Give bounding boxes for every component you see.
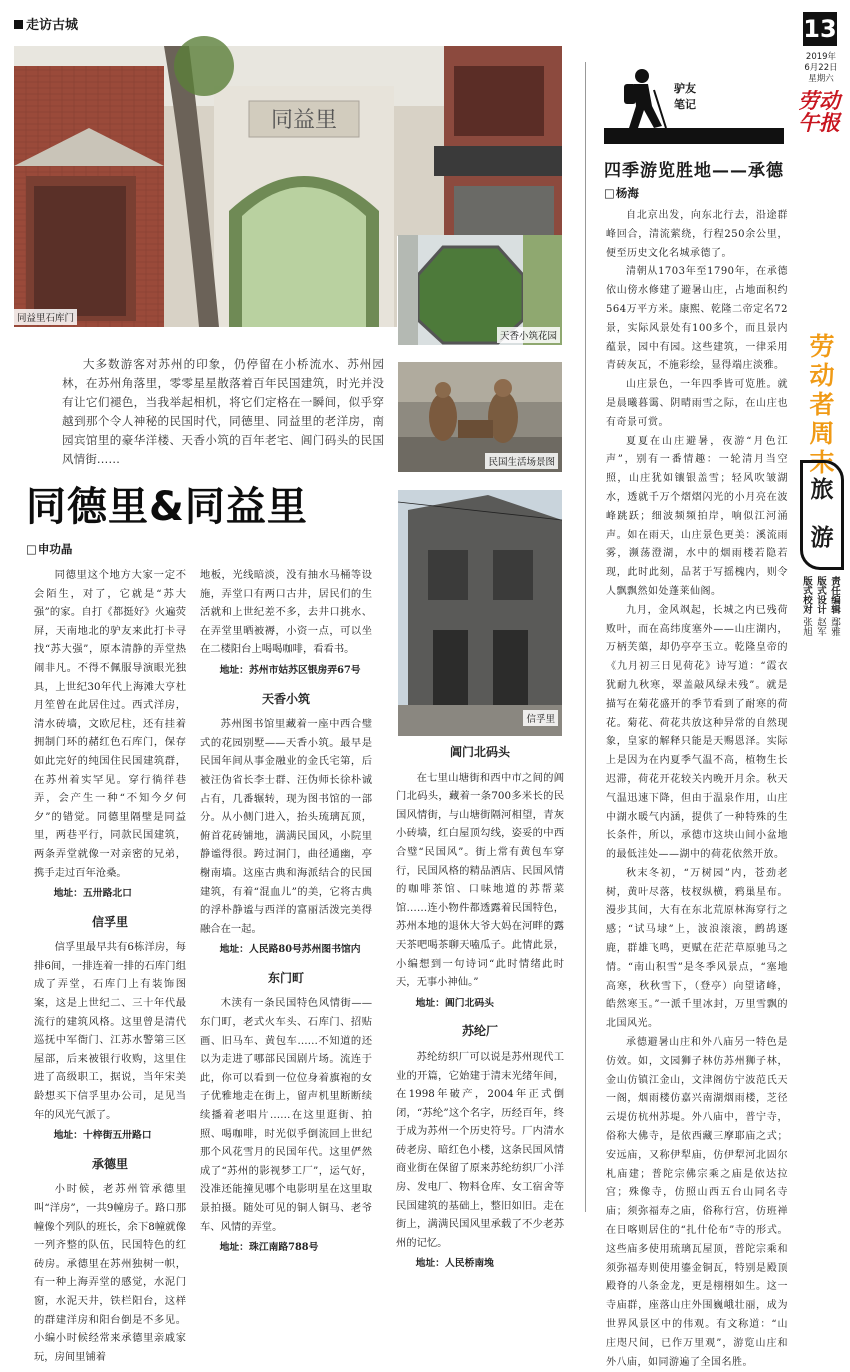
xinfu-caption: 信孚里 <box>523 710 558 726</box>
intro-paragraph: 大多数游客对苏州的印象，仍停留在小桥流水、苏州园林，在苏州角落里，零零星星散落着百年民国建筑，时光并没有让它们褪色，当我举起相机，将它们定格在一瞬间，似乎穿越到那个令人神秘的民国时代，同德里、同益里的老洋房，南园宾馆里的豪华洋楼、天香小筑的百年老宅、阊门码头的民国风情街…… <box>62 357 384 466</box>
editor-role: 版式校对 <box>801 576 812 614</box>
supplement-title: 劳动者周末 <box>809 332 835 477</box>
travel-note-body <box>606 207 788 1372</box>
paragraph: 在七里山塘街和西中市之间的阊门北码头，藏着一条700多米长的民国风情街，与山塘街隔河相望，青灰小砖墙，红白屋顶勾线，姿妥的中西合璧“民国风”。街上常有黄包车穿行，民国风格的精品酒店、民国风情的咖啡茶馆、口味地道的苏帮菜馆……连小物件都透露着民国特色，苏州本地的退休大爷大妈在河畔的露天茶吧喝茶聊天嗑瓜子。此情此景，小编想到一句诗词“此时情绪此时天，无事小神仙。” <box>396 771 564 989</box>
address: 地址：十梓街五卅路口 <box>53 1130 152 1142</box>
life-scene-photo <box>398 362 562 472</box>
editor-role: 责任编辑 <box>829 576 840 614</box>
subheading-changmen: 阊门北码头 <box>449 745 510 759</box>
hero-caption: 同益里石库门 <box>14 309 77 325</box>
paragraph: 苏纶纺织厂可以说是苏州现代工业的开篇，它始建于清末光绪年间，在1998年破产，2004年正式倒闭，“苏纶”这个名字，历经百年，终于成为苏州一个历史符号。厂内清水砖老房、暗红色小楼，这条民国风情商业街在保留了原来苏纶纺织厂小洋房、发电厂、物料仓库、女工宿舍等民国建筑的基础上，整旧如旧。走在街上，满满民国风里承载了不少老苏州的记忆。 <box>396 1050 564 1249</box>
travel-paragraph: 自北京出发，向东北行去，沿途群峰回合，清流萦绕，行程250余公里，便至历史文化名城承德了。 <box>606 210 788 259</box>
newspaper-logo: 劳动午报 <box>798 88 840 135</box>
address: 地址：人民桥南堍 <box>415 1258 494 1270</box>
subheading-chengde: 承德里 <box>91 1156 128 1171</box>
editor-name: 鄢雅 <box>829 617 840 637</box>
travel-paragraph: 山庄景色，一年四季皆可览胜。就是晨曦暮霭、阴晴雨雪之际，在山庄也有奇景可赏。 <box>606 379 788 428</box>
travel-paragraph: 秋末冬初，“万树园”内，苍劲老树，黄叶尽落，枝杈纵横，鸦巢星布。漫步其间，大有在东北荒原林海穿行之感；“试马埭”上，波浪滚滚，鹧鸪逐鹿，群雄飞鸣，更赋在茫茫草原驰马之情。“南山积雪”是冬季风景点，“塞地高寒，秋秋雪下，（登亭）向望诸峰，皓然寒玉。”一派千里冰封，万里雪飘的北国风光。 <box>606 867 788 1030</box>
garden-photo <box>398 235 562 345</box>
xinfu-photo <box>398 490 562 736</box>
travel-note-title: 四季游览胜地——承德 <box>604 161 784 181</box>
editor-line-2 <box>815 576 826 636</box>
article-column-3 <box>396 743 564 1274</box>
paragraph: 地板，光线暗淡，没有抽水马桶等设施，弄堂口有两口古井，居民们的生活就和上世纪差不多，去井口挑水、在弄堂里晒被褥，小资一点，可以坐在二楼阳台上喝喝咖啡，看看书。 <box>200 569 372 656</box>
column-tag: 旅游 <box>800 460 844 570</box>
article-byline: □ 申功晶 <box>26 541 72 557</box>
subheading-tianxiang: 天香小筑 <box>261 691 310 706</box>
address: 地址：五卅路北口 <box>53 888 132 900</box>
paragraph: 苏州图书馆里藏着一座中西合璧式的花园别墅——天香小筑。最早是民国年间从事金融业的金氏宅第，后被汪伪省长李士群、汪伪师长徐朴诚占有，几番辗转，现为图书馆的一部分。从小侧门进入，抬头琉璃瓦顶，俯首花砖铺地，满满民国风，小院里静谧得很。跨过洞门，曲径通幽，亭榭南墙。这座古典和海派结合的民国建筑，有着“混血儿”的美，它将古典的浮朴静谧与西洋的富丽活泼完美得融合在一起。 <box>200 718 372 935</box>
issue-year: 2019年 <box>805 52 837 62</box>
travel-note-byline: □ 杨海 <box>604 185 639 201</box>
travel-note-badge: 驴友 <box>674 82 696 95</box>
editor-name: 张旭 <box>801 617 812 637</box>
editor-line-1 <box>829 576 840 636</box>
issue-weekday: 星期六 <box>808 74 834 84</box>
travel-paragraph: 清朝从1703年至1790年，在承德依山傍水修建了避暑山庄，占地面积约564万平方米。康熙、乾隆二帝定名72景，实际风景处有100多个，而且景内蕴景，园中有园。这些建筑，一律采用青砖灰瓦，不施彩绘，显得端庄淡雅。 <box>606 266 788 372</box>
paragraph: 信孚里最早共有6栋洋房，每排6间，一排连着一排的石库门组成了弄堂，石库门上有装饰图案，这是上世纪二、三十年代最流行的建筑风格。这里曾是清代巡抚中军衙门、江苏水警第三区屋部，后来被银行收购，这里住进了高级职工，据说，当年宋美龄想买下信孚里办公司，足见当年的风光气派了。 <box>34 941 186 1121</box>
subheading-sulun: 苏纶厂 <box>461 1024 498 1039</box>
xinfu-photo-illustration <box>398 490 562 736</box>
issue-date: 6月22日 <box>804 63 838 73</box>
travel-note-banner <box>604 66 784 146</box>
gate-sign: 同益里 <box>270 108 338 133</box>
paragraph: 小时候，老苏州管承德里叫“洋房”，一共9幢房子。路口那幢像个列队的班长，余下8幢就像一列齐整的队伍，民国特色的红砖房。承德里在苏州独树一帜，有一种上海弄堂的感觉，水泥门窗，水泥天井，铁栏阳台，这样的群建洋房和阳台倒是不多见。小编小时候经常来承德里亲戚家玩，房间里铺着 <box>34 1183 186 1363</box>
section-tag: 走访古城 <box>14 14 78 33</box>
travel-paragraph: 承德避暑山庄和外八庙另一特色是仿效。如，文园狮子林仿苏州狮子林，金山仿镇江金山，文津阁仿宁波范氏天一阁，烟雨楼仿嘉兴南湖烟雨楼，芝径云堤仿杭州苏堤。外八庙中，普宁寺，俗称大佛寺，是依西藏三摩耶庙之式；安远庙，又称伊犁庙，仿伊犁河北固尔札庙建；普陀宗佛宗乘之庙是依达拉宫；殊像寺，仿照山西五台山同名寺庙；须弥福寿之庙，俗称行宫，仿班禅在日喀则居住的“扎什伦布”寺的形式。这些庙多使用琉璃瓦屋顶，普陀宗乘和须弥福寿则使用鎏金铜瓦，特别是殿顶殿脊的八条金龙，更是栩栩如生。这一寺庙群，座落山庄外围巍峨壮丽，成为世界风景区中的伟观。有文称道：“山庄咫尺间，已作万里观”，游览山庄和外八庙，如同游遍了全国名胜。 <box>606 1037 788 1368</box>
page-number: 13 <box>803 12 837 46</box>
travel-note-badge-2: 笔记 <box>674 98 696 111</box>
editor-line-3 <box>801 576 812 636</box>
editor-name: 赵军 <box>815 617 826 637</box>
life-scene-caption: 民国生活场景图 <box>485 453 558 469</box>
article-headline: 同德里&同益里 <box>26 484 308 530</box>
column-divider <box>585 62 586 1212</box>
address: 地址：人民路80号苏州图书馆内 <box>219 944 361 956</box>
travel-paragraph: 夏夏在山庄避暑，夜游“月色江声”，别有一番情趣：一轮清月当空照，山庄犹如镶银盖雪；轻风吹皱湖水，透就千万个熠熠闪光的小月亮在波峰跳跃；细波频频拍岸，响似江河涌声。如在雨天，山庄景色更美：溪流雨雾，濒荡澄湖，水中的烟雨楼若隐若现，此时此刻，品茗于写摇槐内，则令人飘飘然如处蓬莱仙阁。 <box>606 435 788 597</box>
paragraph: 木渎有一条民国特色风情街——东门町，老式火车头、石库门、招贴画、旧马车、黄包车……不知道的还以为走进了哪部民国剧片场。流连于此，你可以看到一位位身着旗袍的女子优雅地走在街上，留声机里断断续续播着老唱片……在这里逛街、拍照、喝咖啡，时光似乎倒流回上世纪那个风花雪月的民国年代。这里俨然成了“苏州的影视梦工厂”，运气好，没准还能撞见哪个电影明星在这里取景拍摄。随处可见的铜人铜马、老爷车、风情的弄堂。 <box>200 997 372 1233</box>
address: 地址：苏州市姑苏区银房弄67号 <box>219 664 361 676</box>
address: 地址：阊门北码头 <box>415 997 494 1009</box>
travel-paragraph: 九月，金风飒起，长城之内已残荷败叶，而在高纬度塞外——山庄湖内，万柄芙蕖，却仍亭亭玉立。乾隆皇帝的《九月初三日见荷花》诗写道：“霞衣犹耐九秋寒，翠盖敲风绿未残”。就是描写在菊花盛开的季节看到了耐寒的荷花。菊花、荷花共放这种异常的自然现象，皇家的解释只能是天赐恩泽。实际上是因为在内夏季气温不高，植物生长迟滞，荷花开花较关内晚开月余。秋天气温迅速下降，但由于温泉作用，山庄中湖水暖气内涵，提供了一种特殊的生长条件，所以，承德市这块山间小盆地的最低洼处——湖中的荷花依然开放。 <box>606 604 788 861</box>
address: 地址：珠江南路788号 <box>219 1242 319 1254</box>
editor-role: 版式设计 <box>815 576 826 614</box>
subheading-dongmen: 东门町 <box>267 970 304 985</box>
garden-caption: 天香小筑花园 <box>497 327 560 343</box>
subheading-xinfu: 信孚里 <box>91 914 128 929</box>
paragraph: 同德里这个地方大家一定不会陌生，对了，它就是“苏大强”的家。自打《都挺好》火遍荧屏，天南地北的驴友来此打卡寻找“苏大强”，原本清静的弄堂热闹非凡。不得不佩服导演眼光独具，上世纪30年代上海滩大亨杜月笙曾在此居住过。西式洋房，清水砖墙，文欧尼柱，还有挂着拥制门环的赭红色石库门，保存如此完好的纯国住民国建筑群，在苏州着实罕见。穿行徜徉巷弄，会产生一种“不知今夕何夕”的错觉。同德里隔壁是同益里，两巷平行，同款民国建筑，两条弄堂就像一对亲密的兄弟，携手走过百年沧桑。 <box>34 569 186 879</box>
article-column-1 <box>34 566 186 1366</box>
article-column-2 <box>200 566 372 1258</box>
